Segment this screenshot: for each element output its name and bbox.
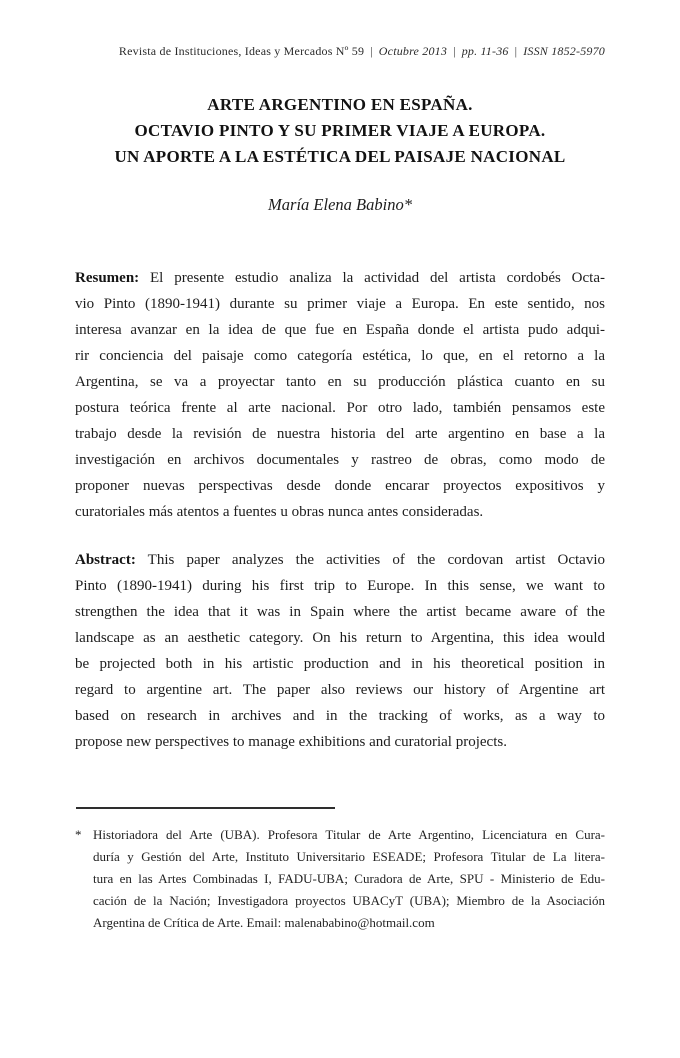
abstract-line: regard to argentine art. The paper also reviews our history of Argentine art xyxy=(75,682,605,698)
title-line: ARTE ARGENTINO EN ESPAÑA. xyxy=(207,95,473,114)
header-segment: pp. 11-36 xyxy=(461,44,509,58)
header-separator: | xyxy=(370,44,373,58)
abstract-line: strengthen the idea that it was in Spain where the artist became aware of the xyxy=(75,604,605,620)
journal-header xyxy=(75,44,605,59)
header-segment: Revista de Instituciones, Ideas y Mercados Nº 59 xyxy=(118,44,365,58)
abstract-paragraph xyxy=(75,547,605,755)
author-byline xyxy=(75,195,605,215)
author-footnote-marker: * xyxy=(403,195,412,214)
resumen-line: curatoriales más atentos a fuentes u obras nunca antes consideradas. xyxy=(75,504,484,520)
resumen-line: postura teórica frente al arte nacional. Por otro lado, también pensamos este xyxy=(75,400,605,416)
abstract-line: landscape as an aesthetic category. On his return to Argentina, this idea would xyxy=(75,630,605,646)
header-separator: | xyxy=(514,44,518,58)
footnote-text xyxy=(93,824,605,934)
article-title xyxy=(75,92,605,170)
title-line: UN APORTE A LA ESTÉTICA DEL PAISAJE NACIONAL xyxy=(114,147,566,166)
footnote xyxy=(75,824,605,934)
resumen-line: Resumen: El presente estudio analiza la actividad del artista cordobés Octa- xyxy=(75,270,605,286)
resumen-line: trabajo desde la revisión de nuestra historia del arte argentino en base a la xyxy=(75,426,605,442)
abstract-line: be projected both in his artistic production and in his theoretical position in xyxy=(75,656,605,672)
resumen-line: investigación en archivos documentales y rastreo de obras, como modo de xyxy=(75,452,605,468)
resumen-paragraph xyxy=(75,265,605,525)
resumen-line: Argentina, se va a proyectar tanto en su producción plástica cuanto en su xyxy=(75,374,605,390)
abstract-line: based on research in archives and in the tracking of works, as a way to xyxy=(75,708,605,724)
footnote-line: cación de la Nación; Investigadora proyectos UBACyT (UBA); Miembro de la Asociación xyxy=(93,893,605,908)
footnote-line: Historiadora del Arte (UBA). Profesora Titular de Arte Argentino, Licenciatura en Cura- xyxy=(93,827,605,842)
header-segment: Octubre 2013 xyxy=(378,44,448,58)
footnote-line: Argentina de Crítica de Arte. Email: malenababino@hotmail.com xyxy=(93,915,435,930)
resumen-label: Resumen: xyxy=(75,270,140,286)
resumen-line: interesa avanzar en la idea de que fue en España donde el artista pudo adqui- xyxy=(75,322,605,338)
author-name: María Elena Babino xyxy=(268,195,404,214)
abstract-label: Abstract: xyxy=(75,552,136,568)
footnote-marker: * xyxy=(75,827,82,842)
footnote-line: duría y Gestión del Arte, Instituto Universitario ESEADE; Profesora Titular de La litera- xyxy=(93,849,605,864)
header-separator: | xyxy=(453,44,456,58)
footnote-line: tura en las Artes Combinadas I, FADU-UBA; Curadora de Arte, SPU - Ministerio de Edu- xyxy=(93,871,605,886)
resumen-line: rir conciencia del paisaje como categoría estética, lo que, en el retorno a la xyxy=(75,348,605,364)
resumen-line: vio Pinto (1890-1941) durante su primer viaje a Europa. En este sentido, nos xyxy=(75,296,605,312)
abstract-line: propose new perspectives to manage exhibitions and curatorial projects. xyxy=(75,734,507,750)
footnote-rule xyxy=(76,807,335,809)
title-line: OCTAVIO PINTO Y SU PRIMER VIAJE A EUROPA. xyxy=(134,121,546,140)
header-segment: ISSN 1852-5970 xyxy=(523,44,605,58)
resumen-line: proponer nuevas perspectivas desde donde encarar proyectos expositivos y xyxy=(75,478,605,494)
abstract-line: Pinto (1890-1941) during his first trip to Europe. In this sense, we want to xyxy=(75,578,605,594)
abstract-line: Abstract: This paper analyzes the activities of the cordovan artist Octavio xyxy=(75,552,605,568)
